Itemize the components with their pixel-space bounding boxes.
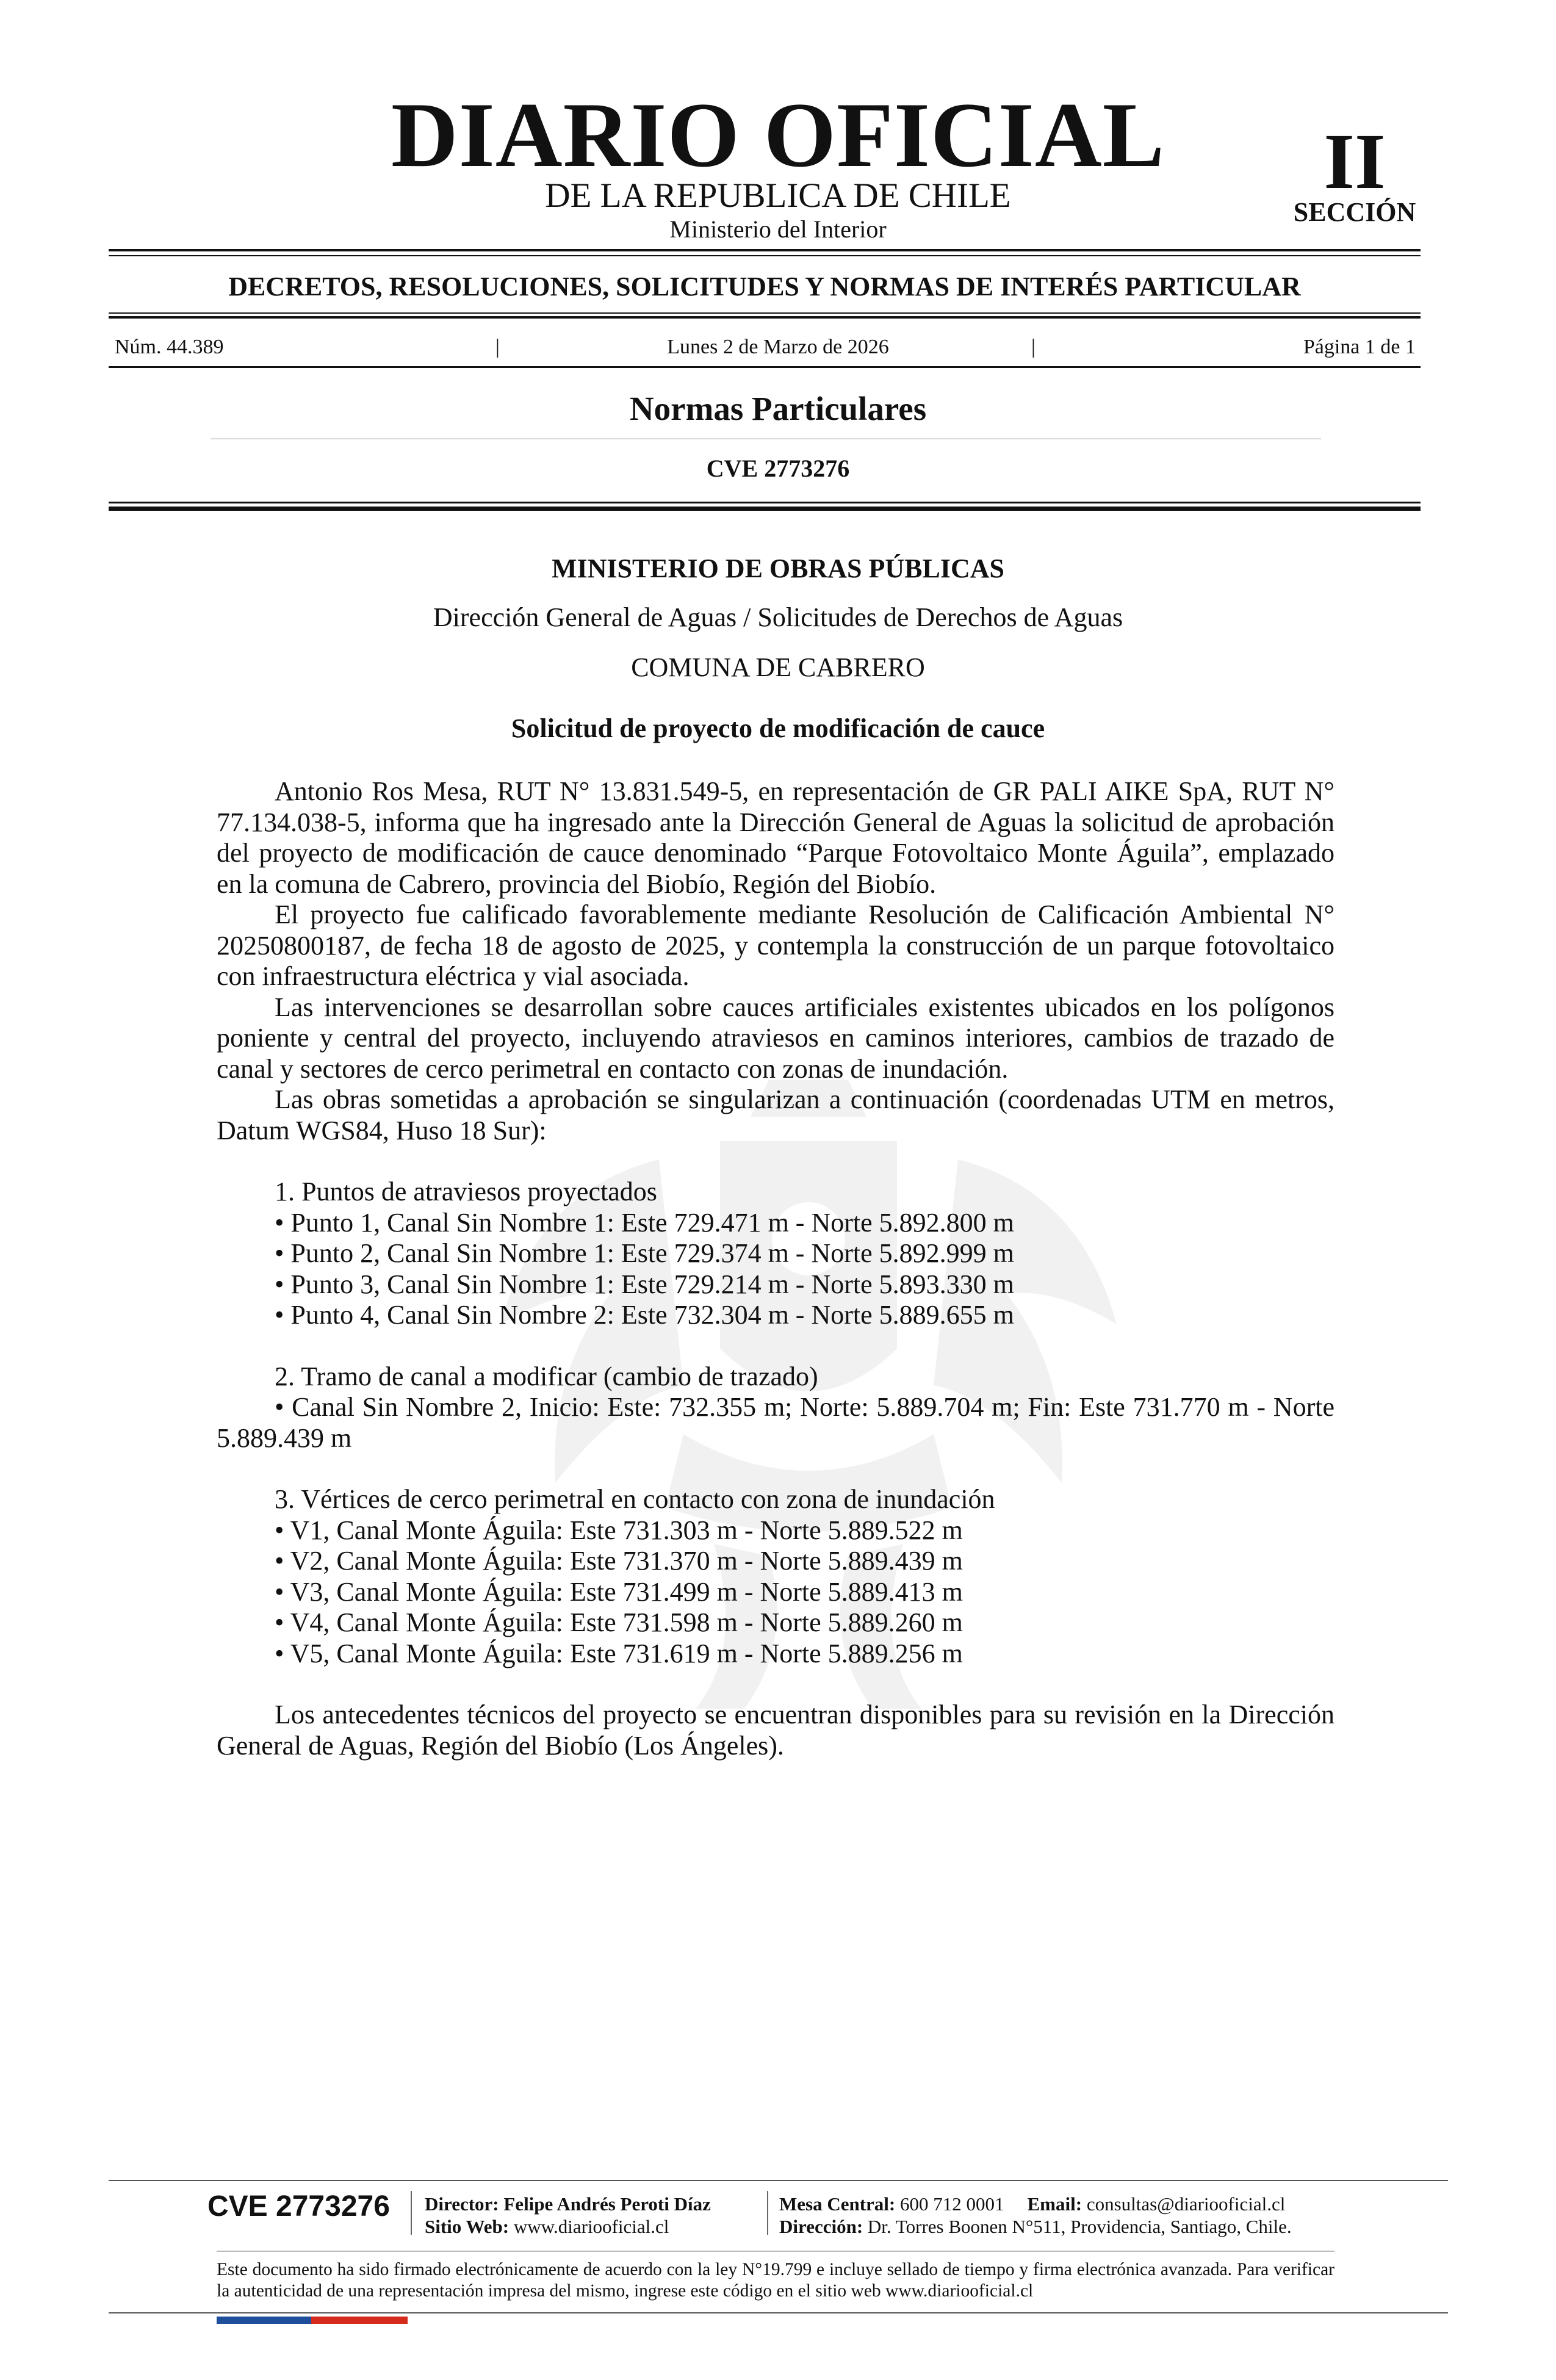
flag-stripe-red: [311, 2317, 408, 2324]
footer-bottom-rule: [109, 2312, 1448, 2313]
list-item: • V1, Canal Monte Águila: Este 731.303 m - Norte 5.889.522 m: [275, 1515, 963, 1545]
list-item: • V2, Canal Monte Águila: Este 731.370 m - Norte 5.889.439 m: [275, 1546, 963, 1576]
phone-value: 600 712 0001: [900, 2193, 1004, 2215]
ministry-heading: MINISTERIO DE OBRAS PÚBLICAS: [551, 554, 1005, 583]
masthead-title: DIARIO OFICIAL: [391, 84, 1165, 186]
banner-top-rule: [109, 249, 1421, 251]
crossings-list: [217, 1177, 1334, 1331]
body-paragraph: Antonio Ros Mesa, RUT N° 13.831.549-5, en representación de GR PALI AIKE SpA, RUT N° 77.134.038-5, informa que ha ingresado ante la Dirección General de Aguas la solicitud de aprobación del proyecto de modificación de cauce denominado “Parque Fotovoltaico Monte Águila”, emplazado en la comuna de Cabrero, provincia del Biobío, Región del Biobío.: [217, 776, 1334, 899]
closing-paragraph: Los antecedentes técnicos del proyecto se encuentran disponibles para su revisión en la Dirección General de Aguas, Región del Biobío (Los Ángeles).: [217, 1700, 1334, 1761]
subject-heading: Solicitud de proyecto de modificación de cauce: [511, 713, 1045, 743]
cve-code: CVE 2773276: [706, 455, 850, 482]
director-label: Director:: [425, 2193, 499, 2215]
address-label: Dirección:: [779, 2216, 863, 2237]
footer-top-rule: [109, 2180, 1448, 2181]
banner-bottom-rule: [109, 316, 1421, 319]
list-item: • Punto 3, Canal Sin Nombre 1: Este 729.214 m - Norte 5.893.330 m: [275, 1269, 1014, 1299]
director-name: Felipe Andrés Peroti Díaz: [503, 2193, 711, 2215]
footer-contact-block: [779, 2193, 1292, 2238]
body-paragraph: Las obras sometidas a aprobación se singularizan a continuación (coordenadas UTM en metros, Datum WGS84, Huso 18 Sur):: [217, 1084, 1334, 1145]
email-label: Email:: [1027, 2193, 1082, 2215]
meta-separator: |: [495, 336, 500, 358]
cve-rule-thick: [109, 507, 1421, 511]
list-item: • Canal Sin Nombre 2, Inicio: Este: 732.355 m; Norte: 5.889.704 m; Fin: Este 731.770 m - Norte 5.889.439 m: [217, 1392, 1334, 1453]
section-title-divider: [211, 438, 1321, 439]
cve-rule-thin: [109, 502, 1421, 503]
list-item: • V5, Canal Monte Águila: Este 731.619 m - Norte 5.889.256 m: [275, 1638, 963, 1668]
banner-heading: DECRETOS, RESOLUCIONES, SOLICITUDES Y NORMAS DE INTERÉS PARTICULAR: [228, 272, 1301, 301]
phone-label: Mesa Central:: [779, 2193, 896, 2215]
list-item: • V4, Canal Monte Águila: Este 731.598 m - Norte 5.889.260 m: [275, 1607, 963, 1637]
list-item: • Punto 1, Canal Sin Nombre 1: Este 729.471 m - Norte 5.892.800 m: [275, 1207, 1014, 1238]
banner-bottom-rule-thin: [109, 312, 1421, 314]
document-body: [217, 776, 1334, 1761]
body-paragraph: Las intervenciones se desarrollan sobre cauces artificiales existentes ubicados en los polígonos poniente y central del proyecto, incluyendo atraviesos en caminos interiores, cambios de trazado de canal y sectores de cerco perimetral en contacto con zonas de inundación.: [217, 992, 1334, 1084]
footer-divider: [411, 2191, 412, 2235]
list-heading: 2. Tramo de canal a modificar (cambio de trazado): [275, 1361, 818, 1391]
meta-bottom-rule: [109, 366, 1421, 368]
direction-heading: Dirección General de Aguas / Solicitudes de Derechos de Aguas: [433, 602, 1123, 632]
footer-divider: [767, 2191, 768, 2235]
section-label: SECCIÓN: [1293, 197, 1416, 227]
footer-cve-code: CVE 2773276: [207, 2190, 390, 2223]
list-heading: 3. Vértices de cerco perimetral en contacto con zona de inundación: [275, 1484, 995, 1514]
issue-date: Lunes 2 de Marzo de 2026: [667, 336, 889, 358]
footer-disclaimer: Este documento ha sido firmado electrónicamente de acuerdo con la ley N°19.799 e incluye sellado de tiempo y firma electrónica avanzada. Para verificar la autenticidad de una representación impresa del mismo, ingrese este código en el sitio web www.diariooficial.cl: [217, 2260, 1334, 2301]
page-number: Página 1 de 1: [1303, 336, 1416, 358]
address-value: Dr. Torres Boonen N°511, Providencia, Santiago, Chile.: [867, 2216, 1292, 2237]
site-link[interactable]: www.diariooficial.cl: [513, 2216, 669, 2237]
masthead-ministry: Ministerio del Interior: [669, 215, 887, 243]
list-item: • Punto 2, Canal Sin Nombre 1: Este 729.374 m - Norte 5.892.999 m: [275, 1238, 1014, 1268]
canal-section-list: [217, 1361, 1334, 1393]
banner-top-rule-thin: [109, 255, 1421, 256]
issue-number: Núm. 44.389: [115, 336, 224, 358]
site-label: Sitio Web:: [425, 2216, 510, 2237]
footer-inner-rule: [217, 2251, 1334, 2252]
flag-stripe-blue: [217, 2317, 311, 2324]
body-paragraph: El proyecto fue calificado favorablemente mediante Resolución de Calificación Ambiental N° 20250800187, de fecha 18 de agosto de 2025, y contempla la construcción de un parque fotovoltaico con infraestructura eléctrica y vial asociada.: [217, 900, 1334, 991]
list-item: • Punto 4, Canal Sin Nombre 2: Este 732.304 m - Norte 5.889.655 m: [275, 1300, 1014, 1330]
masthead-subtitle: DE LA REPUBLICA DE CHILE: [545, 176, 1011, 215]
footer-director-block: [425, 2193, 711, 2238]
section-number: II: [1324, 118, 1386, 206]
list-heading: 1. Puntos de atraviesos proyectados: [275, 1177, 657, 1206]
meta-separator: |: [1031, 336, 1036, 358]
section-title: Normas Particulares: [629, 390, 927, 427]
email-link[interactable]: consultas@diariooficial.cl: [1086, 2193, 1286, 2215]
commune-heading: COMUNA DE CABRERO: [631, 652, 925, 682]
list-item: • V3, Canal Monte Águila: Este 731.499 m - Norte 5.889.413 m: [275, 1576, 963, 1607]
fence-vertices-list: [217, 1484, 1334, 1669]
